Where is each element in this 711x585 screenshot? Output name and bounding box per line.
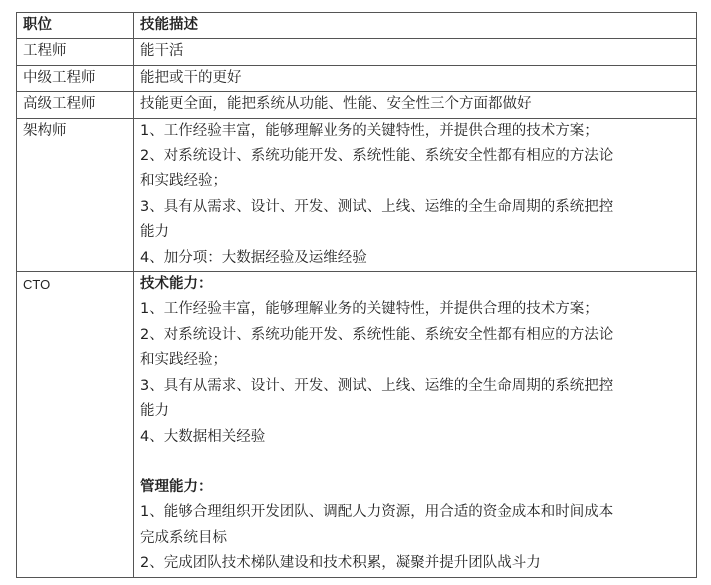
description-line: 4、加分项：大数据经验及运维经验 xyxy=(140,249,367,266)
description-line: 1、工作经验丰富，能够理解业务的关键特性，并提供合理的技术方案； xyxy=(140,122,599,139)
table-row xyxy=(17,272,697,577)
description-cell xyxy=(134,39,697,65)
mgmt-ability-heading: 管理能力： xyxy=(140,478,213,495)
position-cell: 高级工程师 xyxy=(17,92,134,118)
description-line: 完成系统目标 xyxy=(140,529,227,546)
description-cell xyxy=(134,65,697,91)
description-line: 3、具有从需求、设计、开发、测试、上线、运维的全生命周期的系统把控 xyxy=(140,377,614,394)
description-cell xyxy=(134,118,697,271)
description-line: 能力 xyxy=(140,224,169,241)
section-spacer xyxy=(140,450,690,475)
position-cell: 中级工程师 xyxy=(17,65,134,91)
table-header-row xyxy=(17,13,697,39)
header-position: 职位 xyxy=(17,13,134,39)
table-row xyxy=(17,118,697,271)
table-row xyxy=(17,65,697,91)
description-line: 1、能够合理组织开发团队、调配人力资源，用合适的资金成本和时间成本 xyxy=(140,504,614,521)
description-line: 能干活 xyxy=(140,43,184,60)
description-cell xyxy=(134,272,697,577)
description-line: 1、工作经验丰富，能够理解业务的关键特性，并提供合理的技术方案； xyxy=(140,301,599,318)
description-cell xyxy=(134,92,697,118)
description-line: 4、大数据相关经验 xyxy=(140,428,266,445)
description-line: 和实践经验； xyxy=(140,352,227,369)
description-line: 2、完成团队技术梯队建设和技术积累，凝聚并提升团队战斗力 xyxy=(140,555,541,572)
position-cell: 工程师 xyxy=(17,39,134,65)
table-row xyxy=(17,92,697,118)
description-line: 技能更全面，能把系统从功能、性能、安全性三个方面都做好 xyxy=(140,96,532,113)
description-line: 2、对系统设计、系统功能开发、系统性能、系统安全性都有相应的方法论 xyxy=(140,326,614,343)
description-line: 能把或干的更好 xyxy=(140,69,242,86)
position-cell: 架构师 xyxy=(17,118,134,271)
description-line: 和实践经验； xyxy=(140,173,227,190)
table-row xyxy=(17,39,697,65)
description-line: 能力 xyxy=(140,403,169,420)
tech-ability-heading: 技术能力： xyxy=(140,276,213,293)
description-line: 3、具有从需求、设计、开发、测试、上线、运维的全生命周期的系统把控 xyxy=(140,198,614,215)
header-description: 技能描述 xyxy=(134,13,697,39)
position-cell: CTO xyxy=(17,272,134,577)
description-line: 2、对系统设计、系统功能开发、系统性能、系统安全性都有相应的方法论 xyxy=(140,148,614,165)
skills-table xyxy=(16,12,697,578)
